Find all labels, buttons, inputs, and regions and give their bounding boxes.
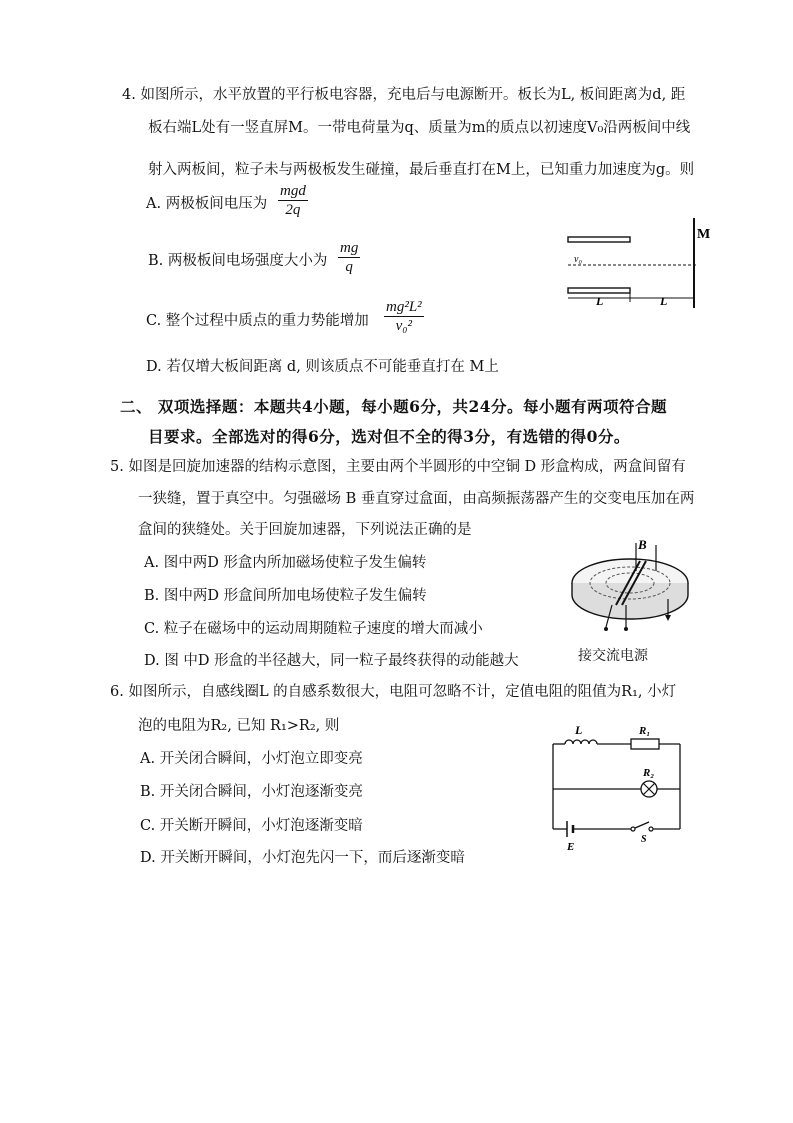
section2-heading-line1: 二、 双项选择题：本题共4小题，每小题6分，共24分。每小题有两项符合题 <box>120 397 668 416</box>
q4-option-c: C. 整个过程中质点的重力势能增加 <box>146 313 369 329</box>
q4-stem-line2: 板右端L处有一竖直屏M。一带电荷量为q、质量为m的质点以初速度V₀沿两板间中线 <box>148 120 691 136</box>
q5-option-c: C. 粒子在磁场中的运动周期随粒子速度的增大而减小 <box>144 621 483 637</box>
label-l: L <box>575 723 583 737</box>
switch-contact <box>649 827 653 831</box>
label-b: B <box>638 537 647 552</box>
label-r1: R₁ <box>639 725 651 737</box>
label-l1: L <box>596 294 604 308</box>
q5-stem-line2: 一狭缝，置于真空中。匀强磁场 B 垂直穿过盒面，由高频振荡器产生的交变电压加在两 <box>138 491 695 507</box>
label-m: M <box>697 227 711 242</box>
q4-option-c-fraction <box>384 298 424 335</box>
q5-option-d: D. 图 中D 形盒的半径越大，同一粒子最终获得的动能越大 <box>144 653 519 669</box>
switch-blade <box>635 822 649 828</box>
q4-option-d: D. 若仅增大板间距离 d, 则该质点不可能垂直打在 M上 <box>146 359 499 375</box>
q5-stem-line1: 5. 如图是回旋加速器的结构示意图，主要由两个半圆形的中空铜 D 形盒构成，两盒间留有 <box>110 459 686 475</box>
label-e: E <box>567 841 575 852</box>
q4-option-b: B. 两极板间电场强度大小为 <box>148 253 328 269</box>
q6-option-c: C. 开关断开瞬间，小灯泡逐渐变暗 <box>140 818 363 834</box>
label-v0: v₀ <box>574 254 582 265</box>
label-l2: L <box>660 294 668 308</box>
q5-option-a: A. 图中两D 形盒内所加磁场使粒子发生偏转 <box>144 555 427 571</box>
q6-option-b: B. 开关闭合瞬间，小灯泡逐渐变亮 <box>140 784 363 800</box>
q4-stem-line3: 射入两板间，粒子未与两极板发生碰撞，最后垂直打在M上，已知重力加速度为g。则 <box>148 162 695 178</box>
cyclotron-caption: 接交流电源 <box>578 648 648 664</box>
label-s: S <box>641 834 647 845</box>
fraction-denominator: v₀² <box>395 318 413 334</box>
capacitor-diagram <box>560 210 720 310</box>
q4-option-b-fraction <box>338 239 360 276</box>
q4-option-a-fraction <box>278 182 308 219</box>
fraction-numerator: mgd <box>280 183 306 199</box>
upper-plate <box>568 237 630 242</box>
terminal <box>604 627 608 631</box>
q6-stem-line2: 泡的电阻为R₂, 已知 R₁>R₂, 则 <box>138 718 340 734</box>
resistor-r1 <box>631 739 659 749</box>
q5-option-b: B. 图中两D 形盒间所加电场使粒子发生偏转 <box>144 588 427 604</box>
q6-option-d: D. 开关断开瞬间，小灯泡先闪一下，而后逐渐变暗 <box>140 850 465 866</box>
cyclotron-diagram <box>560 535 700 640</box>
fraction-denominator: q <box>345 259 353 275</box>
q4-option-a: A. 两极板间电压为 <box>146 196 268 212</box>
inductor-coil <box>565 740 597 744</box>
arrowhead <box>665 615 671 621</box>
section2-heading-line2: 目要求。全部选对的得6分，选对但不全的得3分，有选错的得0分。 <box>148 427 630 446</box>
q5-stem-line3: 盒间的狭缝处。关于回旋加速器，下列说法正确的是 <box>138 522 472 538</box>
circuit-diagram <box>545 722 690 852</box>
q4-stem-line1: 4. 如图所示，水平放置的平行板电容器，充电后与电源断开。板长为L, 板间距离为d, 距 <box>122 87 686 103</box>
q6-stem-line1: 6. 如图所示，自感线圈L 的自感系数很大，电阻可忽略不计，定值电阻的阻值为R₁, 小灯 <box>110 684 677 700</box>
switch-pivot <box>631 827 635 831</box>
fraction-denominator: 2q <box>285 202 301 218</box>
lower-plate <box>568 288 630 293</box>
q6-option-a: A. 开关闭合瞬间，小灯泡立即变亮 <box>140 751 363 767</box>
terminal <box>624 627 628 631</box>
label-r2: R₂ <box>643 767 655 779</box>
fraction-numerator: mg <box>340 240 359 256</box>
fraction-numerator: mg²L² <box>386 299 422 315</box>
